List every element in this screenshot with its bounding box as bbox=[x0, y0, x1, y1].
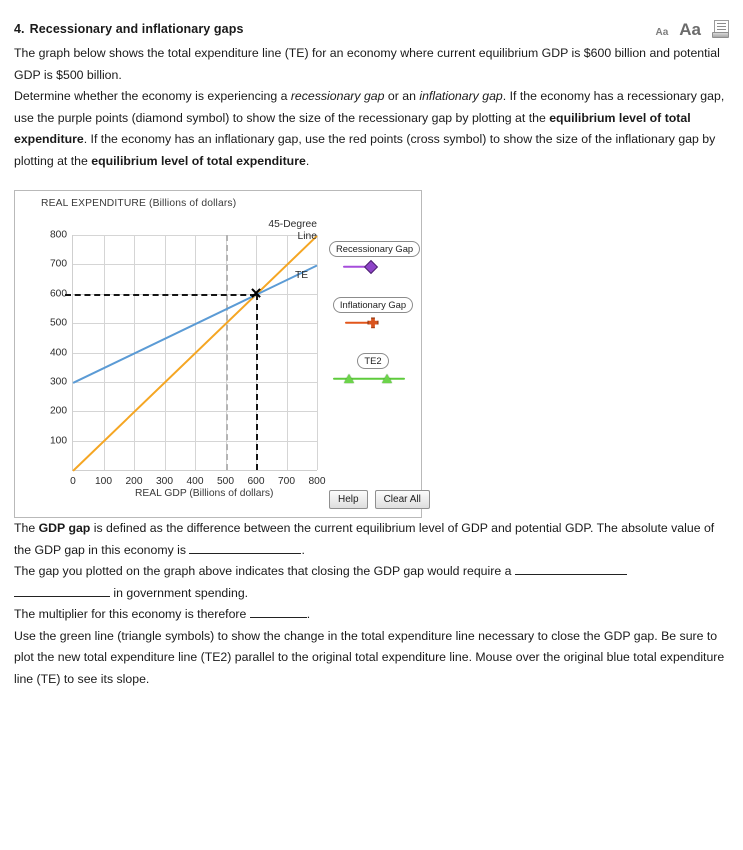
legend-line-inflationary-gap bbox=[345, 321, 371, 323]
forty-five-degree-label-line: 45-Degree bbox=[268, 219, 317, 231]
legend-label-inflationary-gap[interactable]: Inflationary Gap bbox=[333, 297, 413, 313]
legend-item-inflationary-gap[interactable] bbox=[329, 295, 417, 329]
chart-x-axis-title: REAL GDP (Billions of dollars) bbox=[135, 488, 274, 500]
chart-y-axis-title: REAL EXPENDITURE (Billions of dollars) bbox=[41, 198, 237, 210]
y-axis-tick-label: 300 bbox=[50, 376, 67, 388]
forty-five-degree-line-label bbox=[243, 219, 317, 243]
intro-paragraph bbox=[14, 43, 729, 86]
x-axis-tick-label: 100 bbox=[95, 476, 112, 488]
page-title bbox=[14, 22, 244, 36]
te-line-label: TE bbox=[295, 270, 309, 282]
x-axis-tick-label: 600 bbox=[247, 476, 265, 488]
closing-paragraph bbox=[14, 626, 729, 691]
multiplier-paragraph bbox=[14, 604, 729, 626]
expenditure-chart-panel[interactable] bbox=[14, 190, 422, 518]
legend-label-recessionary-gap[interactable]: Recessionary Gap bbox=[329, 241, 420, 257]
equilibrium-point-marker: ✕ bbox=[249, 285, 263, 303]
gdp-gap-seg-3: . bbox=[301, 542, 305, 557]
header-toolbar bbox=[655, 20, 729, 38]
x-axis-tick-label: 800 bbox=[308, 476, 326, 488]
legend-symbol-te2[interactable] bbox=[329, 372, 417, 385]
question-number: 4. bbox=[14, 22, 25, 36]
legend-symbol-recessionary-gap[interactable] bbox=[329, 260, 417, 273]
legend-item-te2[interactable] bbox=[329, 351, 417, 385]
instructions-seg-4: . If the economy has an inflationary gap, use the red points (cross symbol) to show the size of the inflationary gap by plotting at the bbox=[14, 132, 716, 168]
multiplier-seg-2: . bbox=[306, 607, 311, 622]
clear-all-button[interactable]: Clear All bbox=[375, 490, 430, 509]
y-axis-tick-label: 400 bbox=[50, 347, 67, 359]
gridline-horizontal bbox=[73, 411, 317, 412]
print-icon[interactable] bbox=[712, 20, 729, 38]
y-axis-tick-label: 100 bbox=[50, 435, 67, 447]
x-axis-tick-label: 200 bbox=[125, 476, 143, 488]
y-axis-tick-label: 800 bbox=[50, 229, 67, 241]
y-axis-tick-label: 500 bbox=[50, 317, 67, 329]
x-axis-tick-label: 700 bbox=[278, 476, 295, 488]
spending-amount-blank[interactable] bbox=[14, 596, 110, 597]
increase-text-size-button[interactable]: Aa bbox=[679, 20, 701, 39]
gridline-horizontal bbox=[73, 441, 317, 442]
legend-symbol-inflationary-gap[interactable] bbox=[329, 316, 417, 329]
cross-icon bbox=[368, 317, 379, 328]
gridline-vertical bbox=[317, 235, 318, 470]
closing-text: Use the green line (triangle symbols) to show the change in the total expenditure line necessary to close the GDP gap. Be sure to plot the new total expenditure line (TE2) parallel to the original total expenditure line. Mouse over the original blue total expenditure line (TE) to see its slope. bbox=[14, 628, 725, 686]
equilibrium-horizontal-guide bbox=[65, 294, 256, 296]
instructions-seg-3: . If the economy has a recessionary gap, use the purple points (diamond symbol) to show the size of the recessionary gap by plotting at the bbox=[14, 89, 725, 125]
instructions-bold-2: equilibrium level of total expenditure bbox=[91, 153, 306, 168]
intro-text: The graph below shows the total expenditure line (TE) for an economy where current equilibrium GDP is $600 billion and potential GDP is $500 billion. bbox=[14, 46, 720, 82]
print-icon-base bbox=[712, 32, 729, 38]
instructions-italic-inflationary: inflationary gap bbox=[419, 89, 503, 104]
x-axis-tick-label: 500 bbox=[217, 476, 234, 488]
gdp-gap-bold: GDP gap bbox=[38, 521, 91, 536]
instructions-seg-1: Determine whether the economy is experiencing a bbox=[14, 89, 291, 104]
instructions-bold-1: equilibrium level of total expenditure bbox=[14, 110, 691, 147]
spending-direction-blank[interactable] bbox=[515, 574, 627, 575]
instructions-seg-2: or an bbox=[384, 89, 420, 104]
triangle-icon-right bbox=[382, 374, 392, 383]
multiplier-seg-1: The multiplier for this economy is therefore bbox=[14, 607, 250, 622]
instructions-italic-recessionary: recessionary gap bbox=[290, 89, 385, 104]
triangle-icon-left bbox=[344, 374, 354, 383]
y-axis-tick-label: 200 bbox=[50, 405, 67, 417]
gdp-gap-seg-2: is defined as the difference between the current equilibrium level of GDP and potential GDP. The absolute value of the GDP gap in this economy is bbox=[14, 521, 715, 557]
gdp-gap-paragraph bbox=[14, 518, 729, 561]
equilibrium-vertical-guide bbox=[256, 294, 258, 470]
spending-seg-1: The gap you plotted on the graph above indicates that closing the GDP gap would require a bbox=[14, 564, 515, 579]
potential-gdp-guide-line bbox=[226, 235, 228, 470]
chart-controls bbox=[329, 490, 430, 509]
legend-label-te2[interactable]: TE2 bbox=[357, 353, 388, 369]
diamond-icon bbox=[364, 260, 378, 274]
x-axis-tick-label: 400 bbox=[186, 476, 204, 488]
x-axis-tick-label: 0 bbox=[70, 476, 76, 488]
legend-item-recessionary-gap[interactable] bbox=[329, 239, 417, 273]
decrease-text-size-button[interactable]: Aa bbox=[655, 27, 669, 38]
y-axis-tick-label: 700 bbox=[50, 258, 67, 270]
y-axis-tick-label: 600 bbox=[50, 288, 67, 300]
forty-five-degree-label-line: Line bbox=[297, 231, 317, 243]
spending-seg-2: in government spending. bbox=[110, 585, 249, 600]
spending-paragraph bbox=[14, 561, 729, 604]
gdp-gap-answer-blank[interactable] bbox=[189, 553, 301, 554]
multiplier-answer-blank[interactable] bbox=[250, 617, 307, 618]
instructions-seg-5: . bbox=[305, 153, 310, 168]
x-axis-tick-label: 300 bbox=[156, 476, 173, 488]
page-header bbox=[14, 0, 729, 43]
question-title-text: Recessionary and inflationary gaps bbox=[29, 22, 244, 36]
instructions-paragraph bbox=[14, 86, 729, 172]
chart-plot-area[interactable] bbox=[50, 219, 326, 488]
gdp-gap-seg-1: The bbox=[14, 521, 39, 536]
gridline-horizontal bbox=[73, 382, 317, 383]
help-button[interactable]: Help bbox=[329, 490, 368, 509]
gridline-horizontal bbox=[73, 264, 317, 265]
